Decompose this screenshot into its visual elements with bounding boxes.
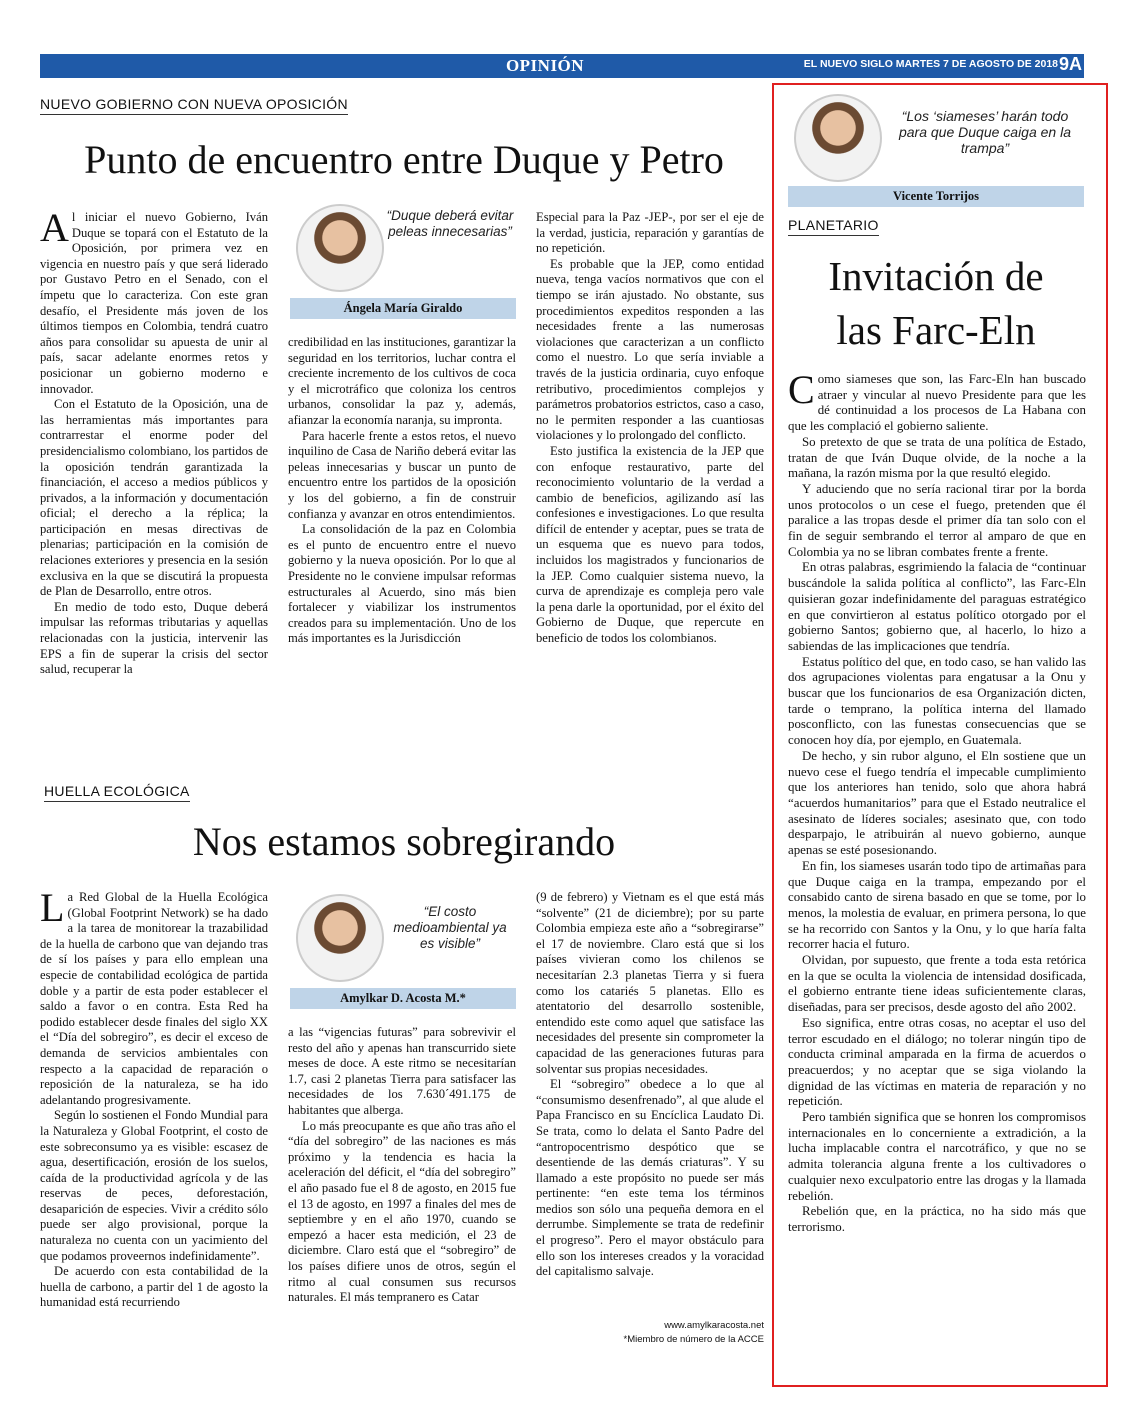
- article3-paragraph: So pretexto de que se trata de una política de Estado, tratan de que Iván Duque olvide, de la noche a la mañana, la razón misma por la que resultó elegido.: [788, 434, 1086, 481]
- drop-cap: C: [788, 372, 815, 412]
- article3-paragraph: Estatus político del que, en todo caso, se han valido las dos agrupaciones violentas para engatusar a la Onu y buscar que los funcionarios de esa Organización dicten, tarde o temprano, la política interna del llamado posconflicto, con las funestas consecuencias que se conocen hoy día, por ejemplo, en Guatemala.: [788, 654, 1086, 748]
- author-name: Ángela María Giraldo: [290, 298, 516, 319]
- article1-column-1: [40, 210, 268, 708]
- article2-paragraph: El “sobregiro” obedece a lo que al “consumismo desenfrenado”, al que alude el Papa Francisco en su Encíclica Laudato Di. Se trata, como lo delata el Santo Padre del “antropocentrismo despótico que se desentiende de las demás criaturas”. Y su llamado a este propósito no puede ser más pertinente: “en este tema los términos medios son sólo una pequeña demora en el derrumbe. Simplemente se trata de redefinir el progreso”. Pero el mayor obstáculo para ello son los intereses creados y la voracidad del capitalismo salvaje.: [536, 1077, 764, 1279]
- article1-paragraph: Con el Estatuto de la Oposición, una de las herramientas más importantes para contrarrestar el enorme poder del presidencialismo colombiano, los partidos de la oposición tendrán garantizada la financiación, el acceso a medios públicos y privados, a la información y documentación oficial; el derecho a la réplica; la participación en mesas directivas de plenarias; participación en la comisión de relaciones exteriores y presencia en la sesión exclusiva en la que se discutirá la propuesta de Plan de Desarrollo, entre otros.: [40, 397, 268, 599]
- article3-paragraph: Y aduciendo que no sería racional tirar por la borda unos protocolos o un cese el fuego, pretenden que él paralice a las tropas desde el primer día tan solo con el fin de seguir sembrando el terror al amparo de que en Colombia ya no se libran combates frente a frente.: [788, 481, 1086, 559]
- article3-headline-line1: Invitación de: [828, 253, 1044, 299]
- pull-quote: “Los ‘siameses’ harán todo para que Duque caiga en la trampa”: [898, 108, 1072, 156]
- article2-paragraph: De acuerdo con esta contabilidad de la huella de carbono, a partir del 1 de agosto la humanidad está recurriendo: [40, 1264, 268, 1310]
- article2-kicker: HUELLA ECOLÓGICA: [44, 783, 190, 802]
- author-photo: [794, 94, 882, 182]
- article3-paragraph: Eso significa, entre otras cosas, no aceptar el uso del terror escudado en el diálogo; no tolerar ningún tipo de conducta criminal amparada en la firma de acuerdos o preacuerdos; y no aceptar que se siga violando la dignidad de las víctimas en materia de reparación y no repetición.: [788, 1015, 1086, 1109]
- article2-paragraph: (9 de febrero) y Vietnam es el que está más “solvente” (21 de diciembre); por su parte Colombia empieza este año a “sobregirarse” el 17 de noviembre. Claro está que si los países vivieran como los chilenos se necesitarían 2.3 planetas Tierra y si fuera como los catariés 5 planetas. Ello es atentatorio del desarrollo sostenible, entendido este como aquel que satisface las necesidades del presente sin comprometer la capacidad de las generaciones futuras para solventar sus propias necesidades.: [536, 890, 764, 1076]
- article2-column-1: [40, 890, 268, 1360]
- article2-paragraph: Lo más preocupante es que año tras año el “día del sobregiro” de las naciones es más próximo y la tendencia es hacia la aceleración del déficit, el “día del sobregiro” el año pasado fue el 8 de agosto, en 2015 fue el 13 de agosto, en 1997 a finales del mes de septiembre y en el año 1970, cuando se empezó a hacer esta medición, el 23 de diciembre. Claro está que el “sobregiro” de los países difiere unos de otros, según el ritmo al cual consumen sus recursos naturales. El más tempranero es Catar: [288, 1118, 516, 1305]
- article3-paragraph: Pero también significa que se honren los compromisos internacionales en lo concerniente a extradición, a la lucha implacable contra el narcotráfico, y que no se admita tolerancia alguna frente a los cultivadores o cualquier nexo exculpatorio entre las drogas y la llamada rebelión.: [788, 1110, 1086, 1203]
- article1-paragraph: credibilidad en las instituciones, garantizar la seguridad en los territorios, luchar contra el creciente incremento de los cultivos de coca y el microtráfico que coloniza los centros urbanos, consolidar la paz y, además, afianzar la economía naranja, su impronta.: [288, 335, 516, 427]
- article1-paragraph: La consolidación de la paz en Colombia es el punto de encuentro entre el nuevo gobierno y la nueva oposición. Por lo que al Presidente no le conviene impulsar reformas estructurales al Acuerdo, sino más bien fortalecer y viabilizar los instrumentos creados para su implementación. Uno de los más importantes es la Jurisdicción: [288, 522, 516, 646]
- article1-paragraph: Esto justifica la existencia de la JEP que con enfoque restaurativo, parte del reconocimiento voluntario de la verdad a cambio de beneficios, agilizando así las confesiones e investigaciones. Lo que resulta difícil de entender y aceptar, pues se trata de un esquema que es nuevo para todos, incluidos los magistrados y funcionarios de la JEP. Como cualquier sistema nuevo, la curva de aprendizaje es compleja pero vale la pena darle la oportunidad, por el éxito del Gobierno de Duque, que repercute en beneficio de todos los colombianos.: [536, 443, 764, 646]
- article1-column-3: [536, 210, 764, 710]
- article1-author-box: [290, 200, 516, 324]
- article3-paragraph: En fin, los siameses usarán todo tipo de artimañas para que Duque caiga en la trampa, empezando por el consabido canto de sirena basado en que se tome, por lo menos, la molestia de evaluar, en primera persona, lo que se ha recorrido con Santos y la Onu, y lo que haría falta recorrer hacia el futuro.: [788, 858, 1086, 952]
- pull-quote: “El costo medioambiental ya es visible”: [393, 904, 507, 951]
- article3-headline-line2: las Farc-Eln: [836, 307, 1036, 353]
- author-photo: [296, 204, 384, 292]
- article2-column-2: [288, 1025, 516, 1360]
- article3-paragraph: Olvidan, por supuesto, que frente a toda esta retórica en la que se oculta la violencia de intensidad dosificada, el gobierno entrante tiene ideas suficientemente claras, diseñadas, para ser precisos, desde agosto del año 2002.: [788, 953, 1086, 1015]
- section-name: OPINIÓN: [505, 56, 585, 75]
- newspaper-date: EL NUEVO SIGLO MARTES 7 DE AGOSTO DE 2018: [803, 58, 1058, 70]
- article3-body: [788, 372, 1086, 1372]
- article3-author-box: [788, 92, 1084, 208]
- article3-paragraph: Como siameses que son, las Farc-Eln han buscado atraer y vincular al nuevo Presidente para que les dé continuidad a los procesos de La Habana con que les complació el gobierno saliente.: [788, 372, 1086, 434]
- article1-paragraph: Especial para la Paz -JEP-, por ser el eje de la verdad, justicia, reparación y garantías de no repetición.: [536, 210, 764, 256]
- drop-cap: L: [40, 890, 65, 930]
- article2-author-box: [290, 890, 516, 1014]
- article3-paragraph: De hecho, y sin rubor alguno, el Eln sostiene que un nuevo cese el fuego tendría el impecable cumplimiento que los anteriores han tenido, solo que ahora habrá “acuerdos humanitarios” para que el Estado neutralice el asesinato de líderes sociales; asesinato que, con todo desparpajo, le atribuirán al nuevo gobierno, aunque apenas se esté posesionando.: [788, 748, 1086, 858]
- article3-paragraph: Rebelión que, en la práctica, no ha sido más que terrorismo.: [788, 1204, 1086, 1234]
- article2-paragraph: La Red Global de la Huella Ecológica (Global Footprint Network) se ha dado a la tarea de monitorear la trazabilidad de la huella de carbono que van dejando tras de sí los países y para ello emplean una especie de contabilidad ecológica de partida doble y a partir de esta poder establecer el saldo a favor o en contra. Esta Red ha podido establecer desde finales del siglo XX el “Día del sobregiro”, es decir el exceso de demanda de servicios ambientales con respecto a la capacidad de reparación o reposición de la naturaleza, se ha ido adelantando progresivamente.: [40, 890, 268, 1107]
- author-website: www.amylkaracosta.net: [664, 1320, 764, 1331]
- article2-headline: Nos estamos sobregirando: [192, 819, 616, 864]
- page-number: 9A: [1058, 54, 1082, 74]
- drop-cap: A: [40, 210, 69, 250]
- article1-paragraph: Es probable que la JEP, como entidad nueva, tenga vacíos normativos que con el tiempo se irán ajustado. No obstante, sus procedimientos expeditos responden a las necesidades frente a las numerosas violaciones que caracterizan a un conflicto como el nuestro. Lo que sería inviable a través de la justicia ordinaria, cuyo enfoque retributivo, procedimientos complejos y parámetros probatorios estrictos, caso a caso, no le permiten responder a las cuantiosas violaciones y lo prolongado del conflicto.: [536, 256, 764, 443]
- article2-column-3: [536, 890, 764, 1314]
- article1-kicker: NUEVO GOBIERNO CON NUEVA OPOSICIÓN: [40, 96, 348, 115]
- article1-paragraph: Para hacerle frente a estos retos, el nuevo inquilino de Casa de Nariño deberá evitar las peleas innecesarias y buscar un punto de encuentro entre los partidos de la oposición y los del gobierno, a fin de construir confianza y avanzar en otros entendimientos.: [288, 428, 516, 521]
- article1-paragraph: Al iniciar el nuevo Gobierno, Iván Duque se topará con el Estatuto de la Oposición, por primera vez en vigencia en nuestro país y que será liderado por Gustavo Petro en el Senado, con el ímpetu que lo caracteriza. Con este gran desafío, el Presidente más joven de los últimos tiempos en Colombia, tendrá cuatro años para consolidar su apuesta de unir al país, sacar adelante enormes retos y posicionar un gobierno moderno e innovador.: [40, 210, 268, 396]
- article2-paragraph: Según lo sostienen el Fondo Mundial para la Naturaleza y Global Footprint, el costo de este sobreconsumo ya es visible: escasez de agua, desertificación, erosión de los suelos, caída de la productividad agrícola y de las reservas de peces, deforestación, desaparición de especies. Vivir a crédito sólo puede ser algo provisional, porque la naturaleza no cuenta con un yacimiento del que podamos proveernos indefinidamente”.: [40, 1108, 268, 1263]
- author-name: Vicente Torrijos: [788, 186, 1084, 207]
- author-photo: [296, 894, 384, 982]
- article3-paragraph: En otras palabras, esgrimiendo la falacia de “continuar buscándole la salida política al conflicto”, las Farc-Eln quisieran gozar indefinidamente del paraguas estratégico en que convirtieron al estatus político otorgado por el gobierno Santos; gobierno que, al hacerlo, lo hizo a sabiendas de las implicaciones que tendría.: [788, 560, 1086, 653]
- article2-paragraph: a las “vigencias futuras” para sobrevivir el resto del año y apenas han transcurrido siete meses de doce. A este ritmo se necesitarían 1.7, casi 2 planetas Tierra para satisfacer las necesidades de los 7.630´491.175 de habitantes que alberga.: [288, 1025, 516, 1117]
- author-footnote: *Miembro de número de la ACCE: [623, 1334, 764, 1345]
- pull-quote: “Duque deberá evitar peleas innecesarias”: [386, 208, 514, 239]
- article1-column-2: [288, 335, 516, 710]
- article3-kicker: PLANETARIO: [788, 217, 879, 236]
- article1-paragraph: En medio de todo esto, Duque deberá impulsar las reformas tributarias y aquellas relacionadas con la justicia, intervenir las EPS a fin de superar la crisis del sector salud, recuperar la: [40, 599, 268, 677]
- article1-headline: Punto de encuentro entre Duque y Petro: [84, 137, 724, 182]
- author-name: Amylkar D. Acosta M.*: [290, 988, 516, 1009]
